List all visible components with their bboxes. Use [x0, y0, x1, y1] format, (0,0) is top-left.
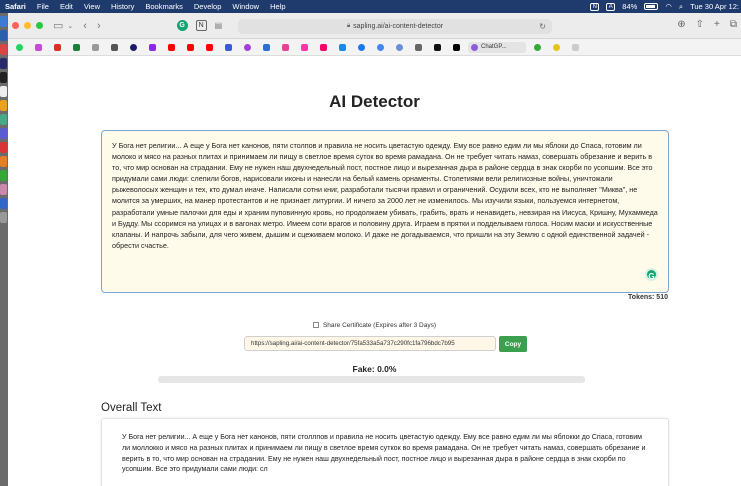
wifi-icon[interactable]: ◠	[665, 2, 672, 11]
fake-score: Fake: 0.0%	[352, 364, 397, 374]
url-text: sapling.ai/ai-content-detector	[353, 23, 444, 30]
fav-app-icon[interactable]	[568, 42, 583, 53]
menu-file[interactable]: File	[36, 2, 49, 11]
dock-app-icon[interactable]	[0, 142, 7, 153]
fav-app-icon[interactable]	[297, 42, 312, 53]
fav-sheets-icon[interactable]	[69, 42, 84, 53]
fav-app-icon[interactable]	[221, 42, 236, 53]
zoom-window-button[interactable]	[36, 22, 43, 29]
dock-app-icon[interactable]	[0, 16, 7, 27]
page-title: AI Detector	[329, 92, 420, 111]
dock-app-icon[interactable]	[0, 184, 7, 195]
dock-app-icon[interactable]	[0, 212, 7, 223]
dock-app-icon[interactable]	[0, 58, 7, 69]
dock-app-icon[interactable]	[0, 72, 7, 83]
chatgpt-icon	[471, 44, 478, 51]
fav-app-icon[interactable]	[278, 42, 293, 53]
macos-menubar	[0, 0, 741, 13]
fav-app-icon[interactable]	[31, 42, 46, 53]
dock-app-icon[interactable]	[0, 198, 7, 209]
menu-history[interactable]: History	[111, 2, 135, 11]
chevron-down-icon[interactable]: ⌄	[67, 22, 74, 30]
window-controls	[12, 22, 43, 29]
notion-extension-icon[interactable]: N	[196, 20, 207, 31]
dock-app-icon[interactable]	[0, 156, 7, 167]
address-bar[interactable]	[238, 19, 552, 34]
fav-messenger-icon[interactable]	[240, 42, 255, 53]
favorites-bar	[8, 39, 741, 56]
share-certificate-checkbox[interactable]	[313, 322, 319, 328]
battery-icon[interactable]	[644, 3, 658, 10]
search-icon[interactable]: ⌕	[678, 1, 684, 11]
fav-youtube-icon[interactable]	[183, 42, 198, 53]
fav-app-icon[interactable]	[107, 42, 122, 53]
share-icon[interactable]: ⇧	[695, 19, 705, 30]
copy-button[interactable]: Copy	[499, 336, 527, 352]
grammarly-extension-icon[interactable]: G	[177, 20, 188, 31]
menu-view[interactable]: View	[83, 2, 101, 11]
fav-app-icon[interactable]	[335, 42, 350, 53]
fav-gmail-icon[interactable]	[50, 42, 65, 53]
status-a-icon[interactable]: A	[606, 3, 615, 11]
dock-app-icon[interactable]	[0, 114, 7, 125]
dock-app-icon[interactable]	[0, 128, 7, 139]
back-icon[interactable]: ‹	[83, 19, 87, 32]
fav-app-icon[interactable]	[549, 42, 564, 53]
fav-app-icon[interactable]	[88, 42, 103, 53]
fav-chatgpt-label: ChatGP...	[481, 44, 507, 50]
dock-app-icon[interactable]	[0, 170, 7, 181]
fav-app-icon[interactable]	[530, 42, 545, 53]
minimize-window-button[interactable]	[24, 22, 31, 29]
safari-window	[8, 13, 741, 486]
fav-w-icon[interactable]	[449, 42, 464, 53]
sidebar-toggle-icon[interactable]: ▭	[53, 20, 64, 32]
menu-window[interactable]: Window	[232, 2, 260, 11]
dock-app-icon[interactable]	[0, 100, 7, 111]
lock-icon: 🔒︎	[346, 23, 351, 29]
new-tab-icon[interactable]: +	[714, 19, 720, 30]
dock-app-icon[interactable]	[0, 44, 7, 55]
grammarly-icon[interactable]: G	[645, 268, 658, 281]
fav-app-icon[interactable]	[430, 42, 445, 53]
menu-edit[interactable]: Edit	[59, 2, 73, 11]
dock-app-icon[interactable]	[0, 30, 7, 41]
fake-progress-bar	[158, 376, 585, 383]
close-window-button[interactable]	[12, 22, 19, 29]
fav-chatgpt-tab[interactable]	[468, 42, 526, 53]
reload-icon[interactable]: ↻	[539, 22, 546, 31]
dock	[0, 13, 8, 486]
dock-app-icon[interactable]	[0, 86, 7, 97]
fav-youtube-icon[interactable]	[164, 42, 179, 53]
share-link-field[interactable]: https://sapling.ai/ai-content-detector/75fa533a5a737c290fc1fa796bdc7b95	[244, 336, 496, 351]
overall-text-heading: Overall Text	[101, 402, 162, 414]
fav-app-icon[interactable]	[411, 42, 426, 53]
page-content	[8, 56, 741, 486]
fav-youtube-icon[interactable]	[202, 42, 217, 53]
menu-help[interactable]: Help	[270, 2, 286, 11]
text-input-area[interactable]: У Бога нет религии... А еще у Бога нет канонов, пяти столпов и правила не носить цветастую одежду. Ему все равно едим ли мы яблоки до Спаса, готовим ли молоко и мясо на разных плитах и принимаем ли пищу в светлое время суток во время рамадана. Он не требует читать намаз, совершать обрезание и верить в то, что мир основан на страдании. Ему не нужен наш двухнедельный пост, постное лицо и вырезанная дыра в районе сердца в знак скорби по усопшим. Все это придумали сами люди: слепили богов, нарисовали иконы и нанесли на белый камень орнаменты. Столетиями вели религиозные войны, уничтожали рыжеволосых женщин и тех, кто думал иначе. Написали сотни книг, разработали тысячи правил и ограничений. Осудили всех, кто не выполняет "Миква", не молится за умерших, на манер протестантов и не признает литургии. И ничего за 2000 лет не изменилось. Мы изучили языки, пользуемся интернетом, разработали умные палочки для еды и храним пуповинную кровь, но продолжаем убивать, грабить, врать и ненавидеть, невзирая на Иисуса, Кришну, Мухаммеда и Будду. Мы ссоримся на улицах и в вагонах метро. Имеем соти врагов и половину друга. Играем в прятки и подделываем голоса. Носим маски и искусственные клапаны. И напрочь забыли, для чего живем, дышим и сцеживаем молоко. И даже не догадываемся, что пришли на эту Землю с одной единственной задачей - обрести счастье.	[101, 130, 669, 293]
share-certificate	[8, 322, 741, 329]
downloads-icon[interactable]: ⊕	[677, 19, 686, 30]
menu-safari[interactable]: Safari	[5, 2, 26, 11]
status-n-icon[interactable]: N	[590, 3, 599, 11]
fav-app-icon[interactable]	[145, 42, 160, 53]
fav-app-icon[interactable]	[392, 42, 407, 53]
tab-overview-icon[interactable]: ⧉	[729, 19, 737, 30]
datetime[interactable]: Tue 30 Apr 12:	[690, 2, 739, 11]
fav-whatsapp-icon[interactable]	[12, 42, 27, 53]
browser-toolbar	[8, 13, 741, 39]
battery-percent: 84%	[622, 2, 638, 11]
fav-google-icon[interactable]	[373, 42, 388, 53]
menu-develop[interactable]: Develop	[193, 2, 222, 11]
fav-app-icon[interactable]	[316, 42, 331, 53]
fav-app-icon[interactable]	[126, 42, 141, 53]
menu-bookmarks[interactable]: Bookmarks	[145, 2, 183, 11]
token-count: Tokens: 510	[628, 294, 668, 301]
fav-facebook-icon[interactable]	[354, 42, 369, 53]
forward-icon[interactable]: ›	[96, 19, 101, 32]
overall-text-result: У Бога нет религии... А еще у Бога нет канонов, пяти столлпов и правила не носить цветастую одежду. Ему все равно едим ли мы яблокки до Спаса, готовим ли моллокко и мясо на разных плитах и принимаем ли пищу в светлое время суткок во время рамадана. Он не требует читать намаз, совершать обрезание и верить в то, что мир основан на страдании. Ему не нужен наш двухнедельный пост, постное лицо и вырезанная дыра в районе сердца в знак скорби по усопшим. Все это придумали сами люди: сл	[101, 418, 669, 486]
fav-app-icon[interactable]	[259, 42, 274, 53]
share-certificate-label: Share Certificate (Expires after 3 Days)	[322, 322, 437, 329]
page-icon[interactable]: ▤	[214, 21, 223, 30]
